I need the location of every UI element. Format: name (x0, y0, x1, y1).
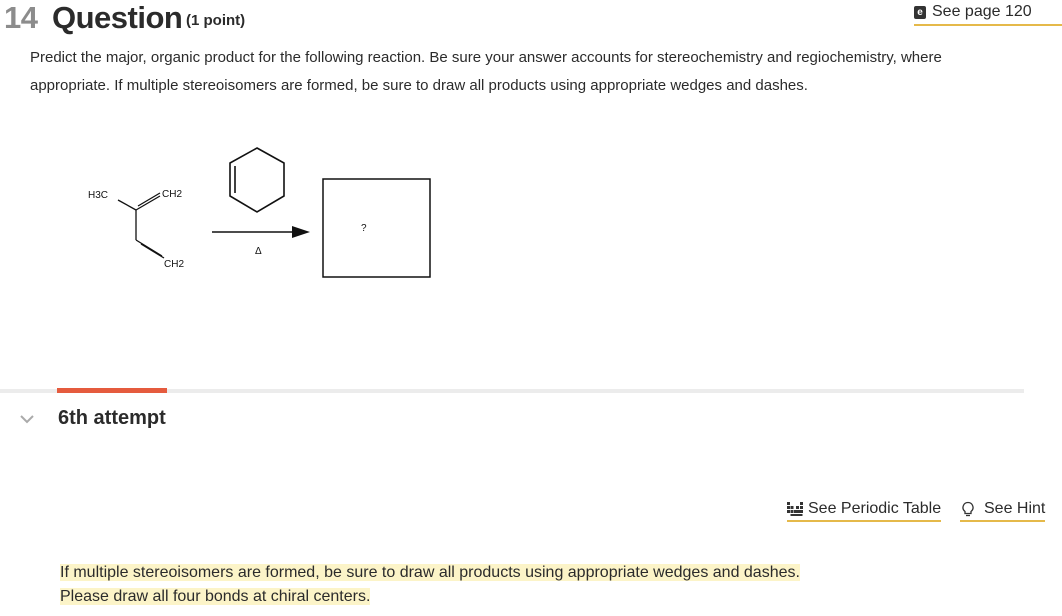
see-page-label: See page 120 (932, 3, 1032, 20)
periodic-table-link[interactable] (787, 500, 941, 522)
arrowhead (292, 226, 310, 238)
note-line-2: Please draw all four bonds at chiral centers. (60, 588, 371, 605)
attempt-indicator (57, 388, 167, 393)
product-box (323, 179, 430, 277)
reaction-diagram (70, 130, 470, 300)
lightbulb-icon (960, 501, 976, 517)
h3c-label: H3C (88, 190, 109, 201)
note-line-1: If multiple stereoisomers are formed, be sure to draw all products using appropriate wedges and dashes. (60, 564, 800, 581)
question-number: 14 (4, 0, 38, 35)
question-points: (1 point) (186, 12, 246, 29)
ebook-icon: e (914, 6, 926, 19)
question-title: Question (52, 0, 183, 35)
product-placeholder: ? (361, 223, 367, 234)
attempt-label[interactable]: 6th attempt (58, 407, 166, 429)
see-page-link[interactable] (914, 0, 1062, 26)
diene-structure (118, 193, 164, 258)
chevron-down-icon[interactable] (18, 410, 36, 428)
periodic-table-icon (787, 502, 803, 516)
question-prompt: Predict the major, organic product for the following reaction. Be sure your answer accounts for stereochemistry and regiochemistry, where appropriate. If multiple stereoisomers are formed, be sure to draw all products using appropriate wedges and dashes. (30, 49, 942, 94)
cyclohexene-structure (230, 148, 284, 212)
ch2-bottom-label: CH2 (164, 259, 185, 270)
hint-link[interactable] (960, 500, 1045, 522)
heat-condition: Δ (255, 246, 262, 257)
ch2-top-label: CH2 (162, 189, 183, 200)
instruction-note (60, 561, 800, 609)
hint-label: See Hint (984, 500, 1046, 517)
periodic-table-label: See Periodic Table (808, 500, 942, 517)
